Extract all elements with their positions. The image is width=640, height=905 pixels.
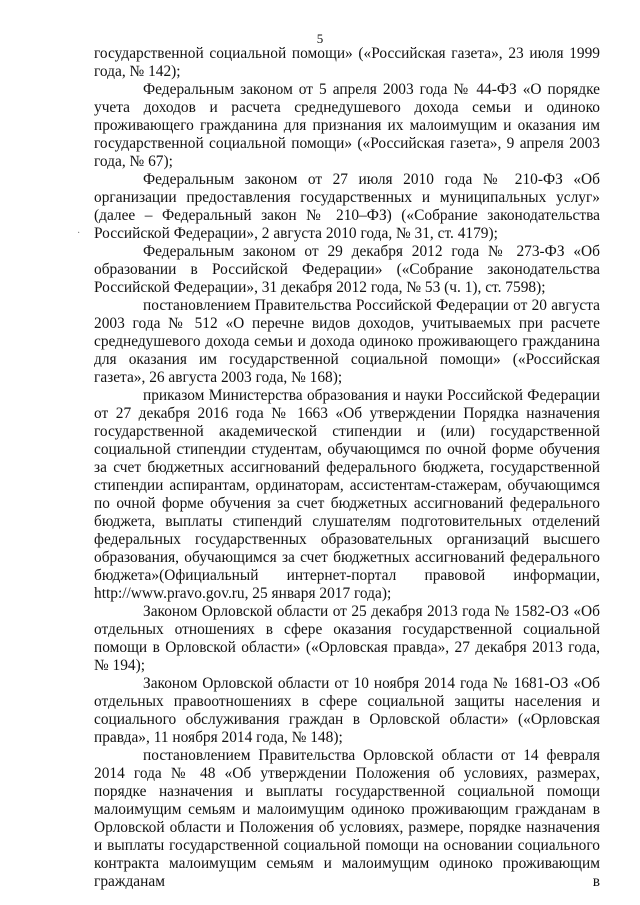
body-text [94, 45, 600, 891]
paragraph-law-210-fz: Федеральным законом от 27 июля 2010 года № 210-ФЗ «Об организации предоставления государственных и муниципальных услуг» (далее – Федеральный закон № 210–ФЗ) («Собрание законодательства Российской Федерации», 2 августа 2010 года, № 31, ст. 4179); [94, 171, 600, 242]
page-number: 5 [316, 31, 324, 46]
paragraph-law-273-fz: Федеральным законом от 29 декабря 2012 года № 273-ФЗ «Об образовании в Российской Федерации» («Собрание законодательства Российской Федерации», 31 декабря 2012 года, № 53 (ч. 1), ст. 7598); [94, 243, 600, 296]
paragraph-law-1681-oz: Законом Орловской области от 10 ноября 2014 года № 1681-ОЗ «Об отдельных правоотношениях в сфере социальной защиты населения и социального обслуживания граждан в Орловской области» («Орловская правда», 11 ноября 2014 года, № 148); [94, 675, 600, 746]
paragraph-resolution-48: постановлением Правительства Орловской области от 14 февраля 2014 года № 48 «Об утверждении Положения об условиях, размерах, порядке назначения и выплаты государственной социальной помощи малоимущим семьям и малоимущим одиноко проживающим гражданам в Орловской области и Положения об условиях, размере, порядке назначения и выплаты государственной социальной помощи на основании социального контракта малоимущим семьям и малоимущим одиноко проживающим гражданам в [94, 747, 600, 890]
paragraph-law-44-fz: Федеральным законом от 5 апреля 2003 года № 44-ФЗ «О порядке учета доходов и расчета среднедушевого дохода семьи и одиноко проживающего гражданина для признания их малоимущим и оказания им государственной социальной помощи» («Российская газета», 9 апреля 2003 года, № 67); [94, 81, 600, 170]
paragraph-resolution-512: постановлением Правительства Российской Федерации от 20 августа 2003 года № 512 «О перечне видов доходов, учитываемых при расчете среднедушевого дохода семьи и дохода одиноко проживающего гражданина для оказания им государственной социальной помощи» («Российская газета», 26 августа 2003 года, № 168); [94, 297, 600, 386]
margin-mark: · [77, 228, 81, 239]
paragraph-continuation: государственной социальной помощи» («Российская газета», 23 июля 1999 года, № 142); [94, 45, 600, 80]
paragraph-law-1582-oz: Законом Орловской области от 25 декабря 2013 года № 1582-ОЗ «Об отдельных отношениях в сфере оказания государственной социальной помощи в Орловской области» («Орловская правда», 27 декабря 2013 года, № 194); [94, 603, 600, 674]
paragraph-order-1663: приказом Министерства образования и науки Российской Федерации от 27 декабря 2016 года № 1663 «Об утверждении Порядка назначения государственной академической стипендии и (или) государственной социальной стипендии студентам, обучающимся по очной форме обучения за счет бюджетных ассигнований федерального бюджета, государственной стипендии аспирантам, ординаторам, ассистентам-стажерам, обучающимся по очной форме обучения за счет бюджетных ассигнований федерального бюджета, выплаты стипендий слушателям подготовительных отделений федеральных государственных образовательных организаций высшего образования, обучающимся за счет бюджетных ассигнований федерального бюджета»(Официальный интернет-портал правовой информации, http://www.pravo.gov.ru, 25 января 2017 года); [94, 387, 600, 602]
